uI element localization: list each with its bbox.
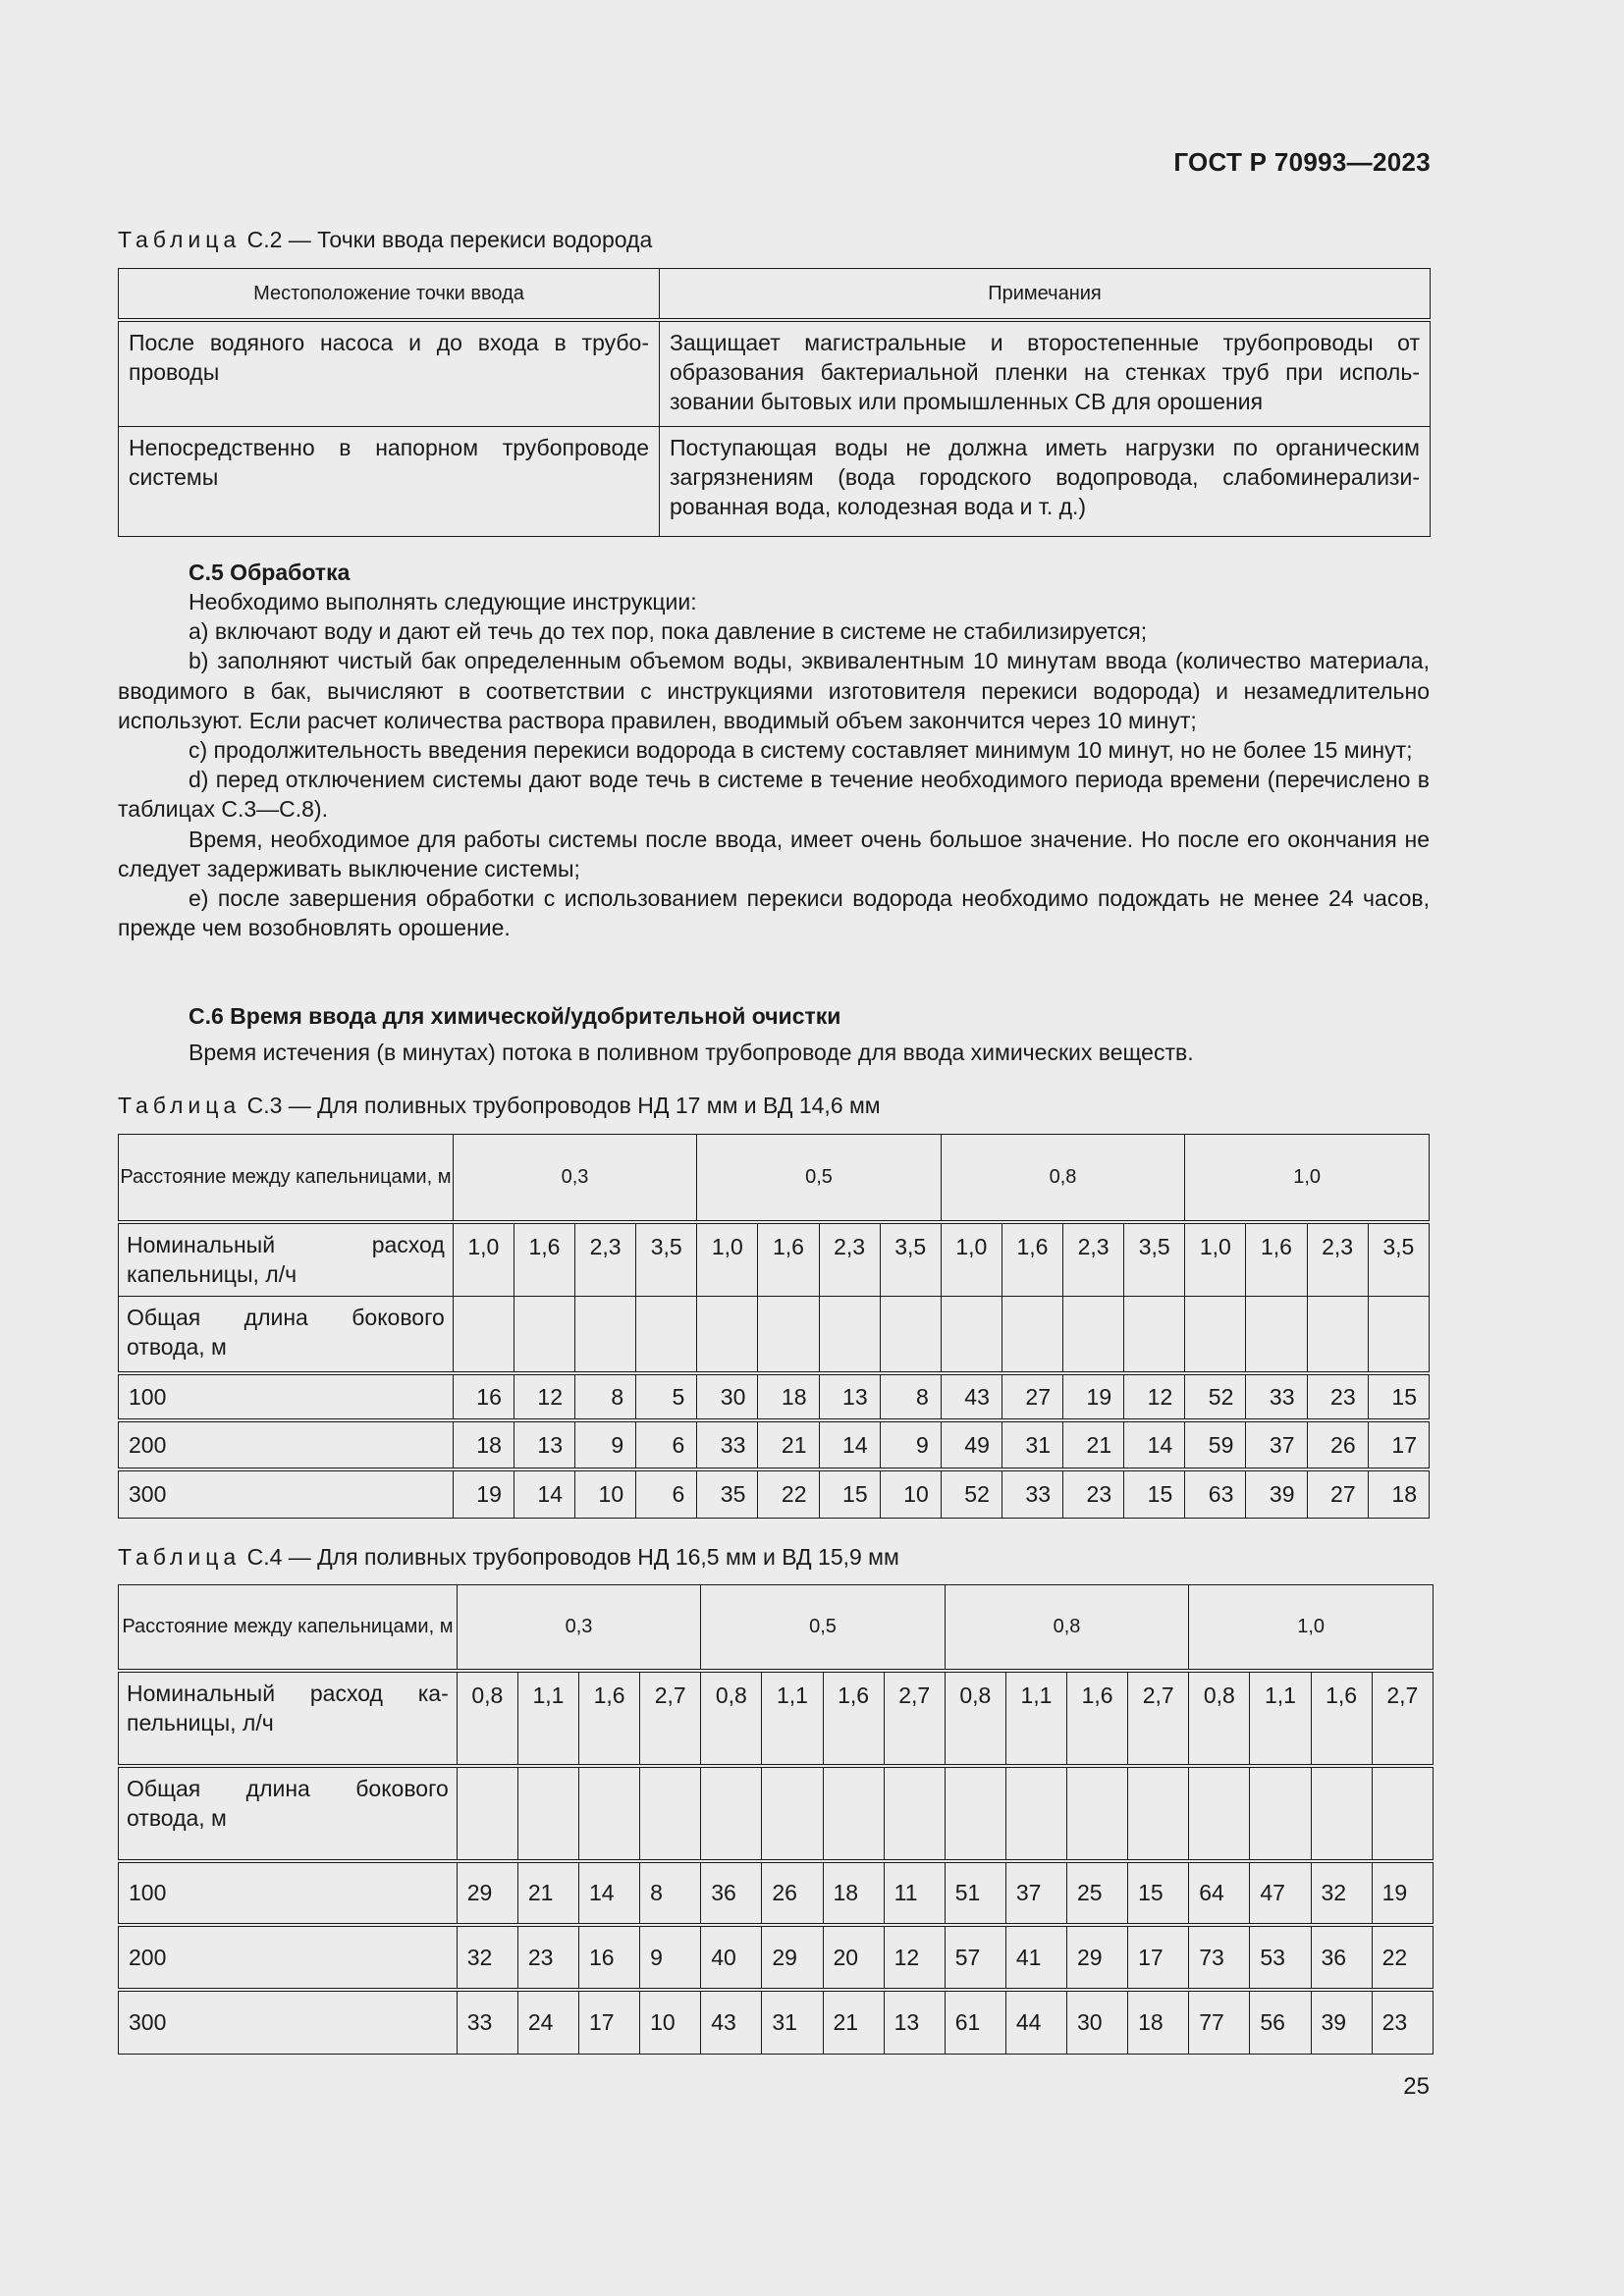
empty-cell [701,1766,762,1861]
flow-value: 1,6 [579,1671,640,1766]
time-value: 63 [1185,1469,1246,1519]
time-value: 32 [1311,1861,1372,1925]
time-value: 59 [1185,1420,1246,1469]
time-value: 6 [636,1420,697,1469]
time-value: 36 [701,1861,762,1925]
time-value: 21 [758,1420,819,1469]
time-value: 21 [1063,1420,1124,1469]
flow-value: 3,5 [880,1222,941,1297]
flow-value: 1,6 [1246,1222,1307,1297]
empty-cell [697,1297,758,1373]
time-value: 13 [884,1990,945,2055]
empty-cell [457,1766,517,1861]
time-value: 13 [514,1420,574,1469]
row-label: Номинальный расход ка-пельницы, л/ч [119,1671,458,1766]
time-value: 40 [701,1925,762,1990]
time-value: 30 [1067,1990,1128,2055]
time-value: 18 [823,1861,884,1925]
empty-cell [1368,1297,1429,1373]
time-value: 10 [640,1990,701,2055]
time-value: 24 [517,1990,578,2055]
empty-cell [941,1297,1001,1373]
flow-value: 3,5 [1368,1222,1429,1297]
flow-value: 1,0 [453,1222,514,1297]
time-value: 19 [1063,1373,1124,1420]
empty-cell [1307,1297,1368,1373]
time-value: 8 [640,1861,701,1925]
time-value: 16 [453,1373,514,1420]
flow-value: 1,6 [514,1222,574,1297]
time-value: 49 [941,1420,1001,1469]
caption-word: Таблица [118,1093,242,1118]
empty-cell [1005,1766,1066,1861]
row-label: Общая длина бокового отвода, м [119,1766,458,1861]
time-value: 33 [1001,1469,1062,1519]
empty-cell [1246,1297,1307,1373]
time-value: 52 [941,1469,1001,1519]
flow-value: 1,6 [758,1222,819,1297]
spacing-header: 0,3 [453,1135,697,1222]
flow-value: 0,8 [457,1671,517,1766]
empty-cell [880,1297,941,1373]
row-label: 100 [119,1861,458,1925]
time-value: 33 [1246,1373,1307,1420]
table-c2 [118,268,1431,537]
flow-value: 1,6 [1311,1671,1372,1766]
empty-cell [1067,1766,1128,1861]
empty-cell [575,1297,636,1373]
column-header: Местоположение точки ввода [119,269,660,321]
row-header: Расстояние между капельницами, м [119,1135,454,1222]
paragraph: а) включают воду и дают ей течь до тех пор, пока давление в системе не стабилизируется; [189,618,1148,645]
empty-cell [884,1766,945,1861]
flow-value: 1,1 [1005,1671,1066,1766]
caption-word: Таблица [118,227,242,252]
time-value: 31 [762,1990,823,2055]
document-id: ГОСТ Р 70993—2023 [1173,147,1431,177]
section-title: С.6 Время ввода для химической/удобрительной очистки [189,1003,841,1029]
row-label: Номинальный расход капельницы, л/ч [119,1222,454,1297]
caption-text: С.4 — Для поливных трубопроводов НД 16,5 мм и ВД 15,9 мм [241,1544,899,1570]
time-value: 35 [697,1469,758,1519]
time-value: 51 [945,1861,1005,1925]
empty-cell [1372,1766,1433,1861]
flow-value: 1,0 [1185,1222,1246,1297]
spacing-header: 1,0 [1185,1135,1430,1222]
flow-value: 1,0 [697,1222,758,1297]
time-value: 12 [884,1925,945,1990]
time-value: 41 [1005,1925,1066,1990]
flow-value: 2,7 [640,1671,701,1766]
section-title: С.5 Обработка [189,560,351,585]
time-value: 31 [1001,1420,1062,1469]
time-value: 37 [1005,1861,1066,1925]
table-cell: Непосредственно в напорном трубопроводе системы [119,426,660,536]
time-value: 18 [1128,1990,1189,2055]
time-value: 27 [1307,1469,1368,1519]
time-value: 19 [1372,1861,1433,1925]
time-value: 18 [1368,1469,1429,1519]
empty-cell [1185,1297,1246,1373]
time-value: 14 [1124,1420,1185,1469]
empty-cell [636,1297,697,1373]
time-value: 18 [758,1373,819,1420]
empty-cell [1001,1297,1062,1373]
time-value: 17 [1368,1420,1429,1469]
time-value: 57 [945,1925,1005,1990]
spacing-header: 0,8 [941,1135,1185,1222]
flow-value: 2,7 [1128,1671,1189,1766]
table-c3 [118,1134,1430,1519]
spacing-header: 0,3 [457,1585,701,1671]
empty-cell [823,1766,884,1861]
empty-cell [762,1766,823,1861]
time-value: 77 [1189,1990,1250,2055]
time-value: 52 [1185,1373,1246,1420]
flow-value: 0,8 [945,1671,1005,1766]
spacing-header: 0,5 [701,1585,946,1671]
time-value: 9 [640,1925,701,1990]
time-value: 8 [575,1373,636,1420]
table-c3-caption [118,1093,881,1119]
empty-cell [517,1766,578,1861]
empty-cell [579,1766,640,1861]
time-value: 23 [517,1925,578,1990]
time-value: 29 [1067,1925,1128,1990]
table-cell: Защищает магистральные и второстепенные трубопроводы от образования бактериальной пленки на стенках труб при исполь-зовании бытовых или промышленных СВ для орошения [660,320,1431,426]
flow-value: 1,6 [1001,1222,1062,1297]
paragraph: Необходимо выполнять следующие инструкции: [189,589,697,614]
paragraph: е) после завершения обработки с использованием перекиси водорода необходимо подождать не менее 24 часов, прежде чем возобновлять орошение. [118,885,1430,941]
time-value: 23 [1063,1469,1124,1519]
paragraph: Время истечения (в минутах) потока в поливном трубопроводе для ввода химических веществ. [189,1040,1194,1065]
row-header: Расстояние между капельницами, м [119,1585,458,1671]
time-value: 8 [880,1373,941,1420]
time-value: 29 [762,1925,823,1990]
paragraph: b) заполняют чистый бак определенным объемом воды, эквивалентным 10 минутам ввода (количество материала, вводимого в бак, вычисляют в соответствии с инструкциями изготовителя перекиси водорода) и незамедлительно используют. Если расчет количества раствора правилен, вводимый объем закончится через 10 минут; [118,648,1430,733]
empty-cell [819,1297,880,1373]
empty-cell [1311,1766,1372,1861]
caption-word: Таблица [118,1544,242,1570]
empty-cell [453,1297,514,1373]
empty-cell [514,1297,574,1373]
time-value: 11 [884,1861,945,1925]
empty-cell [758,1297,819,1373]
time-value: 39 [1311,1990,1372,2055]
time-value: 12 [514,1373,574,1420]
time-value: 6 [636,1469,697,1519]
time-value: 26 [762,1861,823,1925]
time-value: 39 [1246,1469,1307,1519]
time-value: 10 [575,1469,636,1519]
time-value: 23 [1307,1373,1368,1420]
time-value: 22 [758,1469,819,1519]
flow-value: 1,0 [941,1222,1001,1297]
time-value: 23 [1372,1990,1433,2055]
row-label: 300 [119,1469,454,1519]
time-value: 13 [819,1373,880,1420]
spacing-header: 1,0 [1189,1585,1434,1671]
empty-cell [1250,1766,1311,1861]
table-cell: Поступающая воды не должна иметь нагрузки по органическим загрязнениям (вода городского водопровода, слабоминерализи-рованная вода, колодезная вода и т. д.) [660,426,1431,536]
time-value: 21 [517,1861,578,1925]
time-value: 43 [701,1990,762,2055]
flow-value: 1,6 [1067,1671,1128,1766]
time-value: 14 [579,1861,640,1925]
empty-cell [1063,1297,1124,1373]
time-value: 22 [1372,1925,1433,1990]
column-header: Примечания [660,269,1431,321]
spacing-header: 0,8 [945,1585,1189,1671]
flow-value: 2,7 [884,1671,945,1766]
flow-value: 3,5 [1124,1222,1185,1297]
table-cell: После водяного насоса и до входа в трубо-проводы [119,320,660,426]
empty-cell [1189,1766,1250,1861]
paragraph: Время, необходимое для работы системы после ввода, имеет очень большое значение. Но после его окончания не следует задерживать выключение системы; [118,826,1430,881]
time-value: 44 [1005,1990,1066,2055]
time-value: 9 [575,1420,636,1469]
time-value: 10 [880,1469,941,1519]
time-value: 15 [1368,1373,1429,1420]
time-value: 15 [1124,1469,1185,1519]
time-value: 73 [1189,1925,1250,1990]
flow-value: 2,3 [819,1222,880,1297]
flow-value: 1,1 [517,1671,578,1766]
time-value: 17 [579,1990,640,2055]
flow-value: 2,3 [1063,1222,1124,1297]
empty-cell [640,1766,701,1861]
time-value: 14 [514,1469,574,1519]
time-value: 36 [1311,1925,1372,1990]
time-value: 56 [1250,1990,1311,2055]
time-value: 30 [697,1373,758,1420]
row-label: 200 [119,1420,454,1469]
row-label: 100 [119,1373,454,1420]
paragraph: d) перед отключением системы дают воде течь в системе в течение необходимого периода времени (перечислено в таблицах С.3—С.8). [118,767,1430,823]
row-label: 300 [119,1990,458,2055]
row-label: 200 [119,1925,458,1990]
table-c2-caption [118,227,652,253]
time-value: 14 [819,1420,880,1469]
time-value: 25 [1067,1861,1128,1925]
table-c4 [118,1584,1434,2055]
time-value: 27 [1001,1373,1062,1420]
flow-value: 0,8 [701,1671,762,1766]
time-value: 15 [819,1469,880,1519]
flow-value: 0,8 [1189,1671,1250,1766]
table-c4-caption [118,1544,899,1571]
flow-value: 1,6 [823,1671,884,1766]
time-value: 47 [1250,1861,1311,1925]
time-value: 33 [457,1990,517,2055]
flow-value: 2,3 [575,1222,636,1297]
section-c6 [118,1001,1430,1067]
time-value: 9 [880,1420,941,1469]
time-value: 37 [1246,1420,1307,1469]
time-value: 5 [636,1373,697,1420]
paragraph: c) продолжительность введения перекиси водорода в систему составляет минимум 10 минут, но не более 15 минут; [189,737,1413,764]
time-value: 29 [457,1861,517,1925]
time-value: 16 [579,1925,640,1990]
empty-cell [945,1766,1005,1861]
flow-value: 2,7 [1372,1671,1433,1766]
time-value: 33 [697,1420,758,1469]
time-value: 15 [1128,1861,1189,1925]
time-value: 12 [1124,1373,1185,1420]
flow-value: 1,1 [1250,1671,1311,1766]
time-value: 53 [1250,1925,1311,1990]
spacing-header: 0,5 [697,1135,942,1222]
time-value: 61 [945,1990,1005,2055]
empty-cell [1128,1766,1189,1861]
time-value: 43 [941,1373,1001,1420]
time-value: 18 [453,1420,514,1469]
time-value: 19 [453,1469,514,1519]
time-value: 64 [1189,1861,1250,1925]
flow-value: 2,3 [1307,1222,1368,1297]
page-number: 25 [1403,2073,1430,2100]
caption-text: С.3 — Для поливных трубопроводов НД 17 мм и ВД 14,6 мм [241,1093,881,1118]
time-value: 26 [1307,1420,1368,1469]
flow-value: 3,5 [636,1222,697,1297]
time-value: 32 [457,1925,517,1990]
time-value: 20 [823,1925,884,1990]
flow-value: 1,1 [762,1671,823,1766]
row-label: Общая длина бокового отвода, м [119,1297,454,1373]
caption-text: С.2 — Точки ввода перекиси водорода [241,227,653,252]
empty-cell [1124,1297,1185,1373]
section-c5 [118,558,1430,942]
time-value: 17 [1128,1925,1189,1990]
time-value: 21 [823,1990,884,2055]
